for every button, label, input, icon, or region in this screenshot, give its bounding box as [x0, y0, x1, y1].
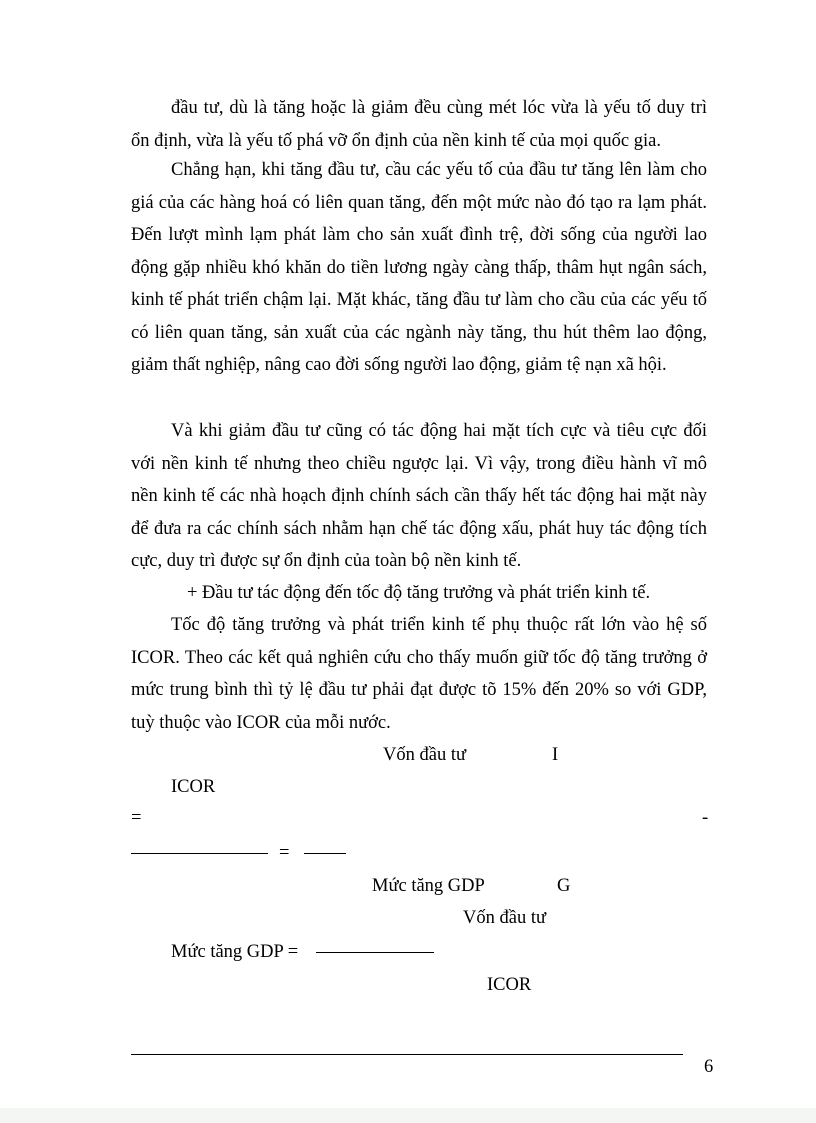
- formula-denominator-text: Mức tăng GDP: [372, 876, 485, 896]
- formula2-lhs: Mức tăng GDP =: [171, 942, 299, 962]
- formula-numerator-text: Vốn đầu tư: [383, 745, 466, 765]
- fraction-bar-text: [131, 853, 268, 854]
- formula2-numerator: Vốn đầu tư: [463, 908, 546, 928]
- formula-equals: =: [131, 808, 142, 828]
- formula-lhs: ICOR: [171, 777, 216, 797]
- formula2-fraction-bar: [316, 952, 434, 953]
- paragraph-inflation: Chẳng hạn, khi tăng đầu tư, cầu các yếu tố của đầu tư tăng lên làm cho giá của các hàng hoá có liên quan tăng, đến một mức nào đó tạo ra lạm phát. Đến lượt mình lạm phát làm cho sản xuất đình trệ, đời sống của người lao động gặp nhiều khó khăn do tiền lương ngày càng thấp, thâm hụt ngân sách, kinh tế phát triển chậm lại. Mặt khác, tăng đầu tư làm cho cầu của các yếu tố có liên quan tăng, sản xuất của các ngành này tăng, thu hút thêm lao động, giảm thất nghiệp, nâng cao đời sống người lao động, giảm tệ nạn xã hội.: [131, 160, 707, 375]
- page-number: 6: [704, 1057, 714, 1077]
- section-heading-growth: + Đầu tư tác động đến tốc độ tăng trưởng và phát triển kinh tế.: [187, 583, 651, 603]
- formula-dash: -: [702, 808, 709, 828]
- fraction-bar-symbol: [304, 853, 346, 854]
- formula-mid-equals: =: [279, 843, 290, 863]
- paragraph-continuation: [131, 92, 707, 157]
- formula-numerator-symbol: I: [552, 745, 559, 765]
- page-bottom-band: [0, 1108, 816, 1123]
- formula2-denominator: ICOR: [487, 975, 532, 995]
- paragraph-text: đầu tư, dù là tăng hoặc là giảm đều cùng mét lóc vừa là yếu tố duy trì ổn định, vừa là yếu tố phá vỡ ổn định của nền kinh tế của mọi quốc gia.: [131, 98, 707, 151]
- formula-denominator-symbol: G: [557, 876, 571, 896]
- paragraph-icor: Tốc độ tăng trưởng và phát triển kinh tế phụ thuộc rất lớn vào hệ số ICOR. Theo các kết quả nghiên cứu cho thấy muốn giữ tốc độ tăng trưởng ở mức trung bình thì tỷ lệ đầu tư phải đạt được tõ 15% đến 20% so với GDP, tuỳ thuộc vào ICOR của mỗi nước.: [131, 615, 707, 733]
- paragraph-reduce-investment: Và khi giảm đầu tư cũng có tác động hai mặt tích cực và tiêu cực đối với nền kinh tế nhưng theo chiều ngược lại. Vì vậy, trong điều hành vĩ mô nền kinh tế các nhà hoạch định chính sách cần thấy hết tác động hai mặt này để đưa ra các chính sách nhằm hạn chế tác động xấu, phát huy tác động tích cực, duy trì được sự ổn định của toàn bộ nền kinh tế.: [131, 421, 707, 571]
- footer-rule: [131, 1054, 683, 1055]
